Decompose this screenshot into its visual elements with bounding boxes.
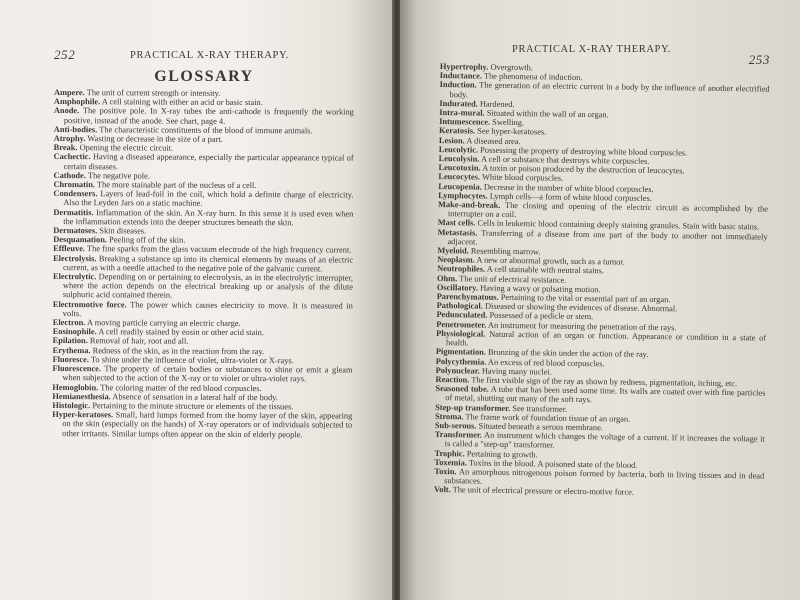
glossary-definition: Inflammation of the skin. An X-ray burn. In this sense it is used even when the inflammation extends into the deeper structures beneath the skin.	[63, 207, 354, 228]
glossary-definition: An instrument for measuring the penetration of the rays.	[487, 320, 677, 333]
glossary-term: Volt.	[433, 485, 451, 495]
glossary-term: Trophic.	[434, 448, 465, 458]
left-glossary-entries	[52, 88, 354, 439]
glossary-definition: The closing and opening of the electric circuit as accomplished by the interrupter on a coil.	[447, 200, 769, 220]
glossary-term: Intra-mural.	[439, 108, 485, 118]
glossary-definition: A moving particle carrying an electric charge.	[87, 318, 241, 329]
glossary-definition: A cell or substance that destroys white corpuscles.	[480, 154, 650, 166]
glossary-term: Hypertrophy.	[439, 62, 489, 72]
glossary-term: Seasoned tube.	[435, 384, 489, 394]
glossary-term: Eosinophile.	[52, 327, 97, 337]
glossary-definition: Cells in leukemic blood containing deeply staining granules. Stain with basic stains.	[477, 218, 760, 232]
glossary-definition: Pertaining to the minute structure or elements of the tissues.	[92, 401, 294, 412]
glossary-definition: The unit of electrical pressure or electro-motive force.	[452, 485, 635, 498]
glossary-term: Neutrophiles.	[437, 264, 486, 275]
glossary-definition: Breaking a substance up into its chemical elements by means of an electric current, as with a needle attached to the negative pole of the galvanic current.	[63, 253, 354, 274]
left-page	[0, 0, 394, 600]
glossary-definition: An instrument which changes the voltage of a current. If it increases the voltage it is called a "step-up" transformer.	[444, 430, 765, 450]
glossary-definition: Natural action of an organ or function. Appearance or condition in a state of health.	[446, 329, 767, 348]
glossary-term: Condensers.	[53, 189, 98, 199]
glossary-definition: Skin diseases.	[99, 226, 147, 236]
glossary-term: Leucotoxin.	[438, 163, 481, 173]
glossary-definition: Having a wavy or pulsating motion.	[480, 283, 601, 295]
glossary-term: Pathological.	[436, 301, 483, 311]
glossary-term: Reaction.	[435, 374, 470, 385]
glossary-term: Pedunculated.	[436, 310, 488, 321]
glossary-definition: Opening the electric circuit.	[79, 143, 174, 153]
glossary-term: Step-up transformer.	[435, 402, 511, 413]
glossary-definition: Depending on or pertaining to electrolysis, as in the electrolytic interrupter, where the action depends on the electrical breaking up or analysis of the dilute sulphuric acid contained therein.	[62, 272, 354, 301]
glossary-definition: Toxins in the blood. A poisoned state of the blood.	[468, 458, 638, 470]
glossary-term: Make-and-break.	[437, 200, 501, 210]
glossary-term: Ampere.	[53, 88, 85, 98]
glossary-definition: An excess of red blood corpuscles.	[487, 357, 605, 368]
glossary-term: Intumescence.	[439, 117, 491, 127]
glossary-term: Histologic.	[52, 400, 91, 411]
glossary-term: Electrolytic.	[52, 272, 97, 282]
glossary-term: Electrolysis.	[53, 253, 97, 263]
glossary-definition: Possessing the property of destroying white blood corpuscles.	[480, 145, 688, 158]
glossary-term: Anti-bodies.	[53, 124, 98, 135]
glossary-entry	[53, 254, 353, 274]
glossary-definition: The power which causes electricity to move. It is measured in volts.	[62, 300, 353, 319]
glossary-term: Epilation.	[52, 336, 88, 346]
glossary-term: Transformer.	[434, 430, 483, 440]
glossary-definition: Having many nuclei.	[481, 366, 552, 377]
glossary-title: GLOSSARY	[154, 68, 254, 85]
glossary-term: Polycythemia.	[435, 356, 487, 367]
glossary-definition: Absence of sensation in a lateral half of the body.	[112, 392, 278, 402]
glossary-term: Hemoglobin.	[52, 382, 99, 392]
glossary-definition: A cell stainable with neutral stains.	[486, 265, 605, 276]
glossary-term: Erythema.	[52, 345, 91, 355]
glossary-definition: The unit of electrical resistance.	[459, 273, 567, 285]
glossary-entry	[54, 152, 354, 172]
glossary-entry	[52, 364, 352, 384]
glossary-entry	[52, 410, 352, 439]
glossary-term: Atrophy.	[53, 134, 86, 144]
glossary-term: Effleuve.	[53, 244, 86, 254]
right-page-number: 253	[748, 52, 770, 67]
glossary-entry	[53, 300, 353, 320]
right-running-head	[440, 44, 770, 67]
glossary-entry	[53, 272, 353, 301]
glossary-definition: See transformer.	[512, 403, 568, 414]
glossary-definition: The unit of current strength or intensity.	[86, 88, 221, 98]
glossary-term: Cathode.	[53, 170, 86, 180]
glossary-term: Neoplasm.	[437, 255, 475, 265]
glossary-definition: To shine under the influence of violet, ultra-violet or X-rays.	[90, 355, 294, 366]
glossary-term: Desquamation.	[53, 235, 107, 245]
glossary-definition: Swelling.	[492, 117, 525, 128]
glossary-term: Fluorescence.	[52, 364, 102, 374]
glossary-definition: A tube that has been used some time. Its walls are coated over with fine particles of metal, shutting out many of the soft rays.	[445, 384, 766, 405]
glossary-term: Dermatoses.	[53, 226, 98, 236]
glossary-definition: The more stainable part of the nucleus of a cell.	[96, 180, 257, 191]
glossary-term: Myeloid.	[437, 246, 469, 256]
glossary-definition: Situated within the wall of an organ.	[486, 108, 609, 120]
glossary-term: Chromatin.	[53, 180, 96, 190]
left-page-number: 252	[54, 47, 76, 62]
glossary-definition: White blood corpuscles.	[481, 173, 564, 184]
glossary-term: Metastasis.	[437, 227, 478, 238]
glossary-term: Oscillatory.	[436, 282, 479, 293]
left-page-content	[52, 47, 354, 439]
glossary-term: Physiological.	[436, 328, 486, 339]
glossary-definition: Redness of the skin, as in the reaction from the ray.	[92, 345, 265, 356]
glossary-definition: Layers of lead-foil in the coil, which hold a definite charge of electricity. Also the Leyden Jars on a static machine.	[63, 189, 354, 209]
glossary-term: Electron.	[52, 318, 86, 328]
glossary-term: Leucolytic.	[438, 144, 479, 155]
glossary-definition: Having a diseased appearance, especially the particular appearance typical of certain diseases.	[63, 152, 354, 171]
glossary-definition: A diseased area.	[466, 136, 521, 146]
right-glossary-entries	[434, 62, 770, 499]
glossary-term: Fluoresce.	[52, 354, 89, 365]
glossary-definition: Pertaining to the vital or essential part of an organ.	[500, 292, 671, 305]
glossary-term: Leucolysin.	[438, 154, 480, 164]
glossary-entry	[53, 208, 353, 228]
glossary-term: Ohm.	[436, 273, 458, 283]
right-running-head-text: PRACTICAL X-RAY THERAPY.	[512, 44, 671, 55]
glossary-term: Amphophile.	[53, 97, 101, 107]
glossary-term: Hemianesthesia.	[52, 391, 111, 402]
glossary-term: Parenchymatous.	[436, 292, 499, 302]
glossary-definition: Small, hard lumps formed from the horny layer of the skin, appearing on the skin (especially on the hands) of X-ray operators or of individuals subjected to other irritants. Similar lumps often appear on the skin of elderly people.	[62, 410, 353, 439]
glossary-term: Penetrometer.	[436, 319, 487, 330]
glossary-term: Toxin.	[434, 466, 457, 477]
glossary-term: Mast cells.	[437, 218, 476, 228]
glossary-entry	[53, 189, 353, 209]
glossary-term: Leucopenia.	[438, 181, 482, 192]
glossary-definition: Overgrowth.	[490, 62, 533, 73]
glossary-term: Toxemia.	[434, 457, 467, 468]
glossary-term: Inductance.	[439, 71, 482, 81]
glossary-term: Anode.	[53, 106, 80, 116]
left-running-head	[54, 47, 354, 66]
glossary-term: Lymphocytes.	[438, 190, 488, 201]
glossary-term: Stroma.	[434, 411, 464, 422]
glossary-term: Dermatitis.	[53, 207, 94, 217]
glossary-term: Break.	[53, 143, 78, 153]
glossary-definition: Decrease in the number of white blood corpuscles.	[483, 182, 654, 194]
glossary-definition: Resembling marrow.	[470, 246, 541, 257]
glossary-definition: A new or abnormal growth, such as a tumor.	[476, 255, 625, 267]
glossary-definition: Lymph cells—a form of white blood corpuscles.	[489, 191, 652, 203]
right-page-content	[433, 44, 770, 498]
glossary-definition: Transferring of a disease from one part of the body to another not immediately adjacent.	[447, 228, 768, 247]
glossary-term: Keratosis.	[438, 126, 476, 136]
glossary-definition: An amorphous nitrogenous poison formed by bacteria, both in living tissues and in dead substances.	[444, 467, 765, 486]
glossary-term: Polynuclear.	[435, 365, 480, 376]
glossary-term: Hyper-keratoses.	[52, 410, 114, 420]
glossary-definition: A toxin or poison produced by the destruction of leucocytes.	[482, 163, 685, 176]
glossary-definition: Pertaining to growth.	[466, 448, 538, 459]
glossary-term: Electromotive force.	[52, 299, 127, 310]
glossary-definition: Peeling off of the skin.	[109, 235, 186, 245]
glossary-definition: The frame work of foundation tissue of an organ.	[465, 412, 631, 424]
glossary-definition: The negative pole.	[87, 171, 150, 181]
glossary-definition: The generation of an electric current in a body by the influence of another electrified body.	[449, 80, 770, 100]
glossary-definition: Possessed of a pedicle or stem.	[489, 311, 594, 322]
glossary-definition: Removal of hair, root and all.	[89, 336, 189, 347]
glossary-definition: The characteristic constituents of the blood of immune animals.	[99, 125, 313, 136]
glossary-definition: Wasting or decrease in the size of a part.	[87, 134, 223, 144]
glossary-definition: The first visible sign of the ray as shown by redness, pigmentation, itching, etc.	[471, 375, 738, 389]
glossary-definition: Bronzing of the skin under the action of the ray.	[487, 347, 649, 360]
glossary-definition: A cell readily stained by eosin or other acid stain.	[98, 327, 264, 338]
glossary-term: Lesion.	[438, 135, 465, 145]
glossary-term: Cachectic.	[53, 152, 91, 162]
glossary-definition: A cell staining with either an acid or basic stain.	[101, 97, 263, 108]
glossary-definition: Hardened.	[479, 99, 515, 109]
glossary-term: Sub-serous.	[434, 420, 477, 431]
glossary-definition: The coloring matter of the red blood corpuscles.	[100, 382, 262, 393]
glossary-definition: Situated beneath a serous membrane.	[478, 421, 604, 433]
glossary-term: Leucocytes.	[438, 172, 481, 183]
glossary-definition: The property of certain bodies or substances to shine or emit a gleam when subjected to the action of the X-ray or to violet or ultra-violet rays.	[62, 364, 353, 384]
right-page	[400, 0, 800, 600]
glossary-term: Pigmentation.	[435, 347, 487, 357]
glossary-definition: See hyper-keratoses.	[477, 126, 547, 137]
glossary-term: Induction.	[439, 80, 477, 90]
left-running-head-text: PRACTICAL X-RAY THERAPY.	[130, 50, 289, 61]
glossary-definition: The phenomena of induction.	[483, 71, 583, 83]
glossary-definition: Diseased or showing the evidences of disease. Abnormal.	[484, 301, 678, 314]
glossary-definition: The fine sparks from the glass vacuum electrode of the high frequency current.	[86, 244, 352, 256]
glossary-term: Indurated.	[439, 98, 478, 109]
glossary-entry	[54, 106, 354, 126]
glossary-definition: The positive pole. In X-ray tubes the anti-cathode is frequently the working positive, instead of the anode. See chart, page 4.	[63, 106, 354, 126]
